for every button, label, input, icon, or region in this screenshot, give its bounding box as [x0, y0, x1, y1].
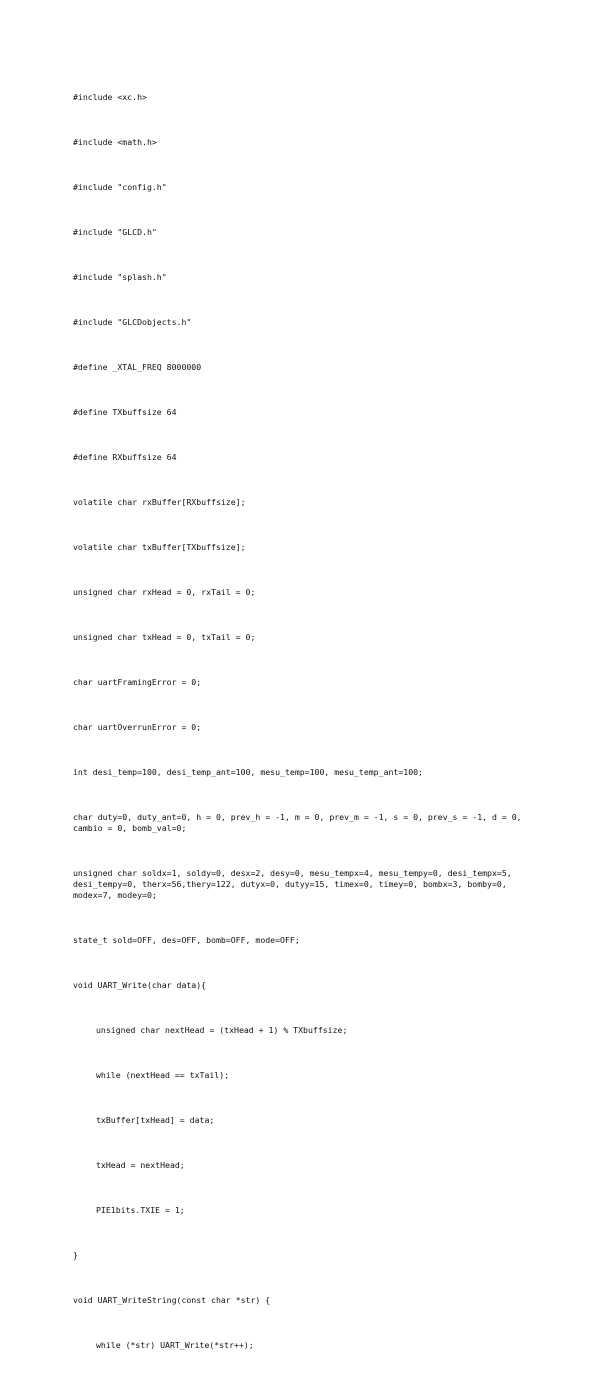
code-line: unsigned char txHead = 0, txTail = 0; [73, 632, 256, 642]
code-line: unsigned char nextHead = (txHead + 1) % TXbuffsize; [96, 1025, 348, 1035]
code-line: txHead = nextHead; [96, 1160, 185, 1170]
code-line: volatile char rxBuffer[RXbuffsize]; [73, 497, 246, 507]
code-line: } [73, 1250, 78, 1260]
code-line: #include "splash.h" [73, 272, 167, 282]
code-line: char duty=0, duty_ant=0, h = 0, prev_h = -1, m = 0, prev_m = -1, s = 0, prev_s = -1, d = 0, cambio = 0, bomb_val=0; [73, 812, 527, 833]
code-line: #include "GLCDobjects.h" [73, 317, 192, 327]
code-line: #define _XTAL_FREQ 8000000 [73, 362, 202, 372]
code-line: int desi_temp=100, desi_temp_ant=100, mesu_temp=100, mesu_temp_ant=100; [73, 767, 423, 777]
code-line: #include "config.h" [73, 182, 167, 192]
code-line: void UART_WriteString(const char *str) { [73, 1295, 271, 1305]
code-line: volatile char txBuffer[TXbuffsize]; [73, 542, 246, 552]
code-line: unsigned char rxHead = 0, rxTail = 0; [73, 587, 256, 597]
code-line: char uartOverrunError = 0; [73, 722, 202, 732]
code-line: PIE1bits.TXIE = 1; [96, 1205, 185, 1215]
code-line: #include <math.h> [73, 137, 157, 147]
code-line: #include <xc.h> [73, 92, 147, 102]
code-line: while (*str) UART_Write(*str++); [96, 1340, 254, 1350]
code-line: state_t sold=OFF, des=OFF, bomb=OFF, mode=OFF; [73, 935, 300, 945]
code-listing [73, 70, 533, 1385]
code-line: #include "GLCD.h" [73, 227, 157, 237]
code-line: txBuffer[txHead] = data; [96, 1115, 215, 1125]
code-line: #define TXbuffsize 64 [73, 407, 177, 417]
code-line: char uartFramingError = 0; [73, 677, 202, 687]
code-line: void UART_Write(char data){ [73, 980, 207, 990]
code-line: #define RXbuffsize 64 [73, 452, 177, 462]
code-line: while (nextHead == txTail); [96, 1070, 230, 1080]
code-line: unsigned char soldx=1, soldy=0, desx=2, desy=0, mesu_tempx=4, mesu_tempy=0, desi_tempx=5, desi_tempy=0, therx=56,thery=122, dutyx=0, dutyy=15, timex=0, timey=0, bombx=3, bomby=0, modex=7, modey=0; [73, 868, 517, 900]
